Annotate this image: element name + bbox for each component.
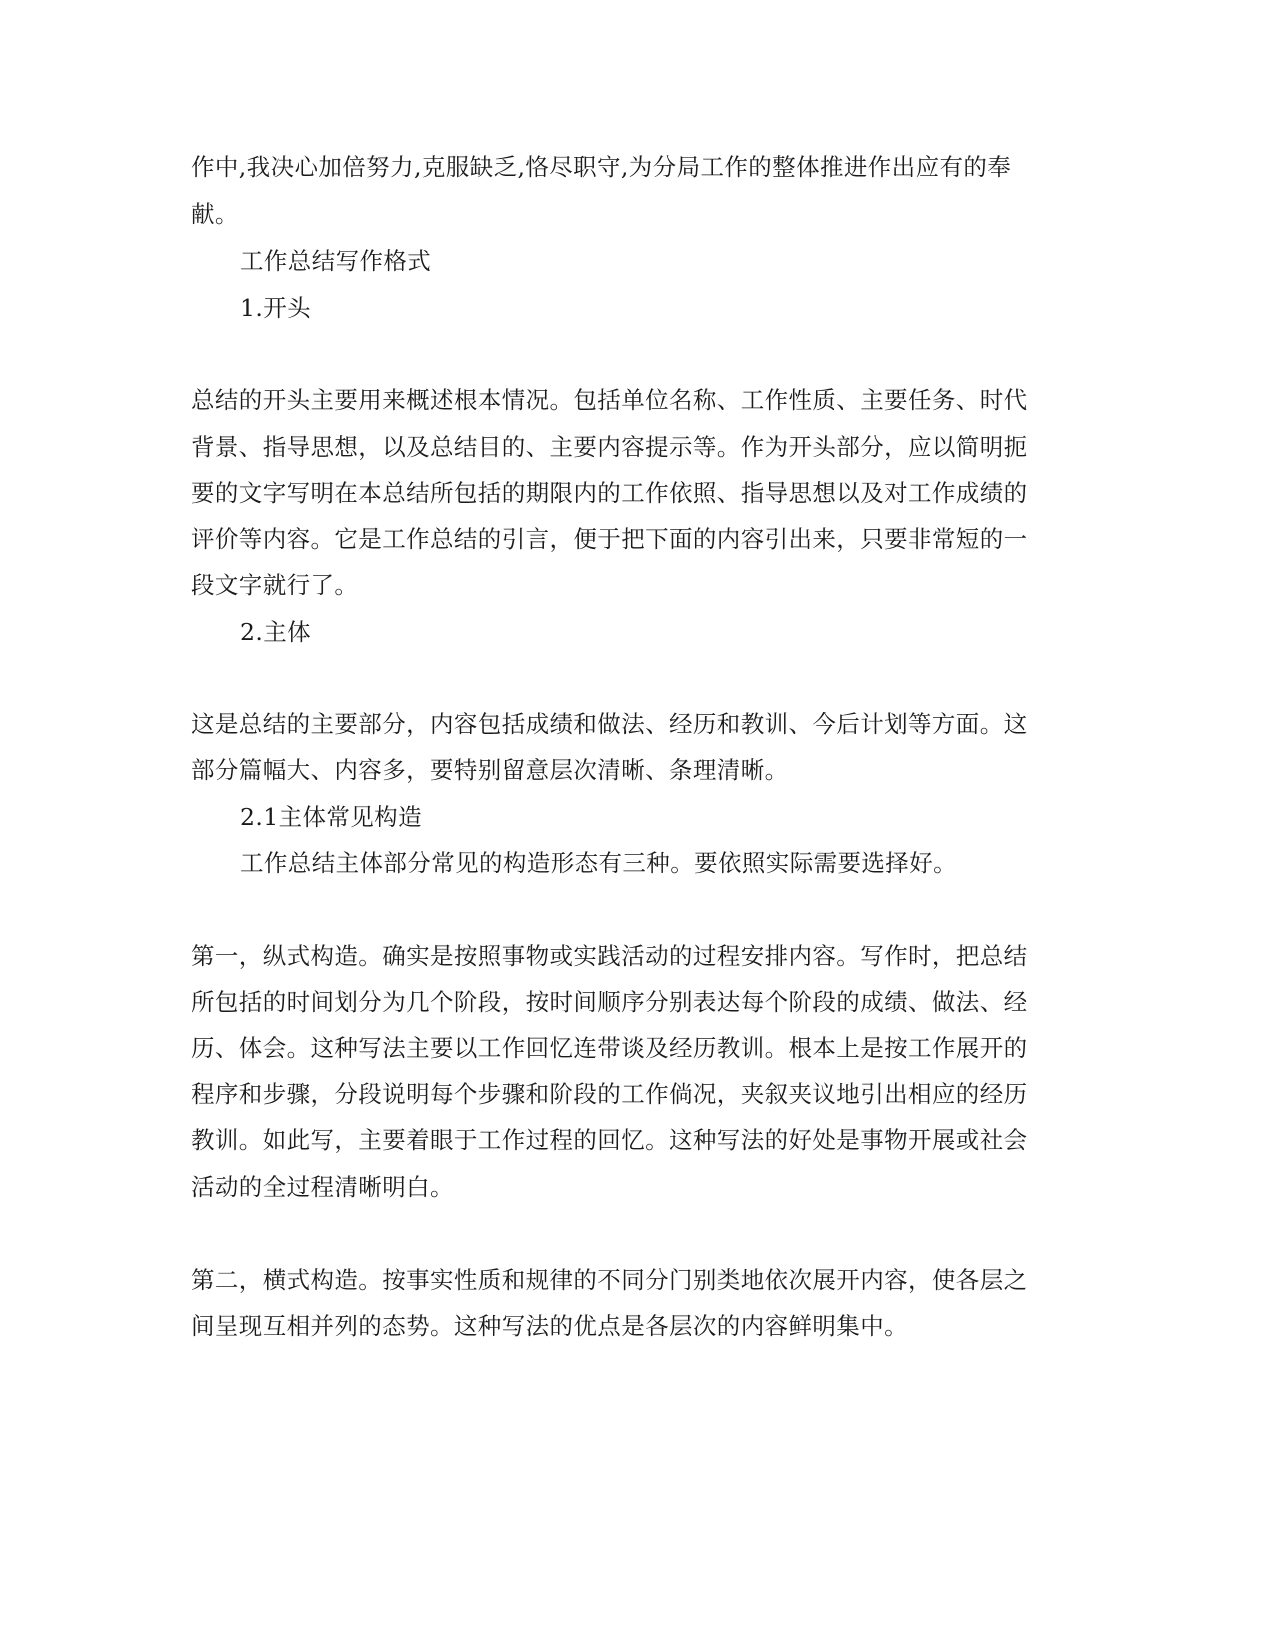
horizontal-structure-line: 间呈现互相并列的态势。这种写法的优点是各层次的内容鲜明集中。 <box>191 1312 908 1340</box>
opening-paragraph-line: 评价等内容。它是工作总结的引言，便于把下面的内容引出来，只要非常短的一 <box>191 525 1028 553</box>
vertical-structure-line: 程序和步骤，分段说明每个步骤和阶段的工作倘况，夹叙夹议地引出相应的经历 <box>191 1080 1028 1108</box>
intro-paragraph-line: 作中,我决心加倍努力,克服缺乏,恪尽职守,为分局工作的整体推进作出应有的奉 <box>191 153 1012 181</box>
vertical-structure-line: 所包括的时间划分为几个阶段，按时间顺序分别表达每个阶段的成绩、做法、经 <box>191 988 1028 1016</box>
heading-body-structure: 2.1主体常见构造 <box>240 803 422 831</box>
opening-paragraph-line: 背景、指导思想，以及总结目的、主要内容提示等。作为开头部分，应以简明扼 <box>191 433 1028 461</box>
opening-paragraph-line: 总结的开头主要用来概述根本情况。包括单位名称、工作性质、主要任务、时代 <box>191 386 1028 414</box>
vertical-structure-line: 历、体会。这种写法主要以工作回忆连带谈及经历教训。根本上是按工作展开的 <box>191 1034 1028 1062</box>
vertical-structure-line: 活动的全过程清晰明白。 <box>191 1173 454 1201</box>
body-paragraph-line: 部分篇幅大、内容多，要特别留意层次清晰、条理清晰。 <box>191 756 789 784</box>
opening-paragraph-line: 段文字就行了。 <box>191 571 359 599</box>
intro-paragraph-line: 献。 <box>191 200 239 228</box>
body-paragraph-line: 这是总结的主要部分，内容包括成绩和做法、经历和教训、今后计划等方面。这 <box>191 710 1028 738</box>
horizontal-structure-line: 第二，横式构造。按事实性质和规律的不同分门别类地依次展开内容，使各层之 <box>191 1266 1028 1294</box>
vertical-structure-line: 第一，纵式构造。确实是按照事物或实践活动的过程安排内容。写作时，把总结 <box>191 942 1028 970</box>
opening-paragraph-line: 要的文字写明在本总结所包括的期限内的工作依照、指导思想以及对工作成绩的 <box>191 479 1028 507</box>
section-title: 工作总结写作格式 <box>240 247 432 275</box>
heading-body: 2.主体 <box>240 618 312 646</box>
structure-intro: 工作总结主体部分常见的构造形态有三种。要依照实际需要选择好。 <box>240 849 957 877</box>
heading-opening: 1.开头 <box>240 294 312 322</box>
vertical-structure-line: 教训。如此写，主要着眼于工作过程的回忆。这种写法的好处是事物开展或社会 <box>191 1126 1028 1154</box>
